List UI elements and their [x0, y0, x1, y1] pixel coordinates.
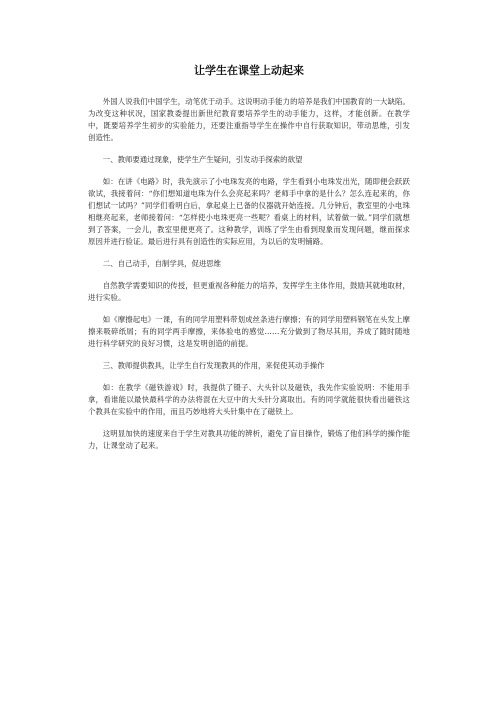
conclusion-paragraph: 这明显加快的速度来自于学生对教具功能的辨析，避免了盲目操作，锻炼了他们科学的操作能力，让课堂动了起来。 [88, 429, 410, 450]
section-1-paragraph: 如：在讲《电路》时，我先演示了小电珠发亮的电路，学生看到小电珠发出光，随即便会跃跃欲试，我接着问：“你们想知道电珠为什么会亮起来吗？老师手中拿的是什么？怎么连起来的，你们想试一试吗？”同学们看明白后，拿起桌上已备的仪器就开始连接。几分钟后，教室里的小电珠相继亮起来，老师接着问：“怎样使小电珠更亮一些呢？看桌上的材料，试着做一做。”同学们就想到了答案，一会儿，教室里便更亮了。这种教学，训练了学生由看到现象而发现问题，继而探求原因并进行验证。最后进行具有创造性的实际应用，为以后的发明铺路。 [88, 177, 410, 246]
section-heading-2: 二、自己动手，自制学具，促进思维 [102, 259, 222, 268]
section-heading-1: 一、教师要通过现象，使学生产生疑问，引发动手探索的欲望 [102, 155, 303, 164]
section-3-paragraph: 如：在教学《磁铁游戏》时，我提供了镊子、大头针以及磁铁，我先作实验说明：不能用手拿，看谁能以最快最科学的办法将混在大豆中的大头针分离取出。有的同学就能很快看出磁铁这个教具在实验中的作用，而且巧妙地将大头针集中在了磁铁上。 [88, 383, 410, 416]
document-title: 让学生在课堂上动起来 [194, 64, 304, 77]
section-2-paragraph-1: 自然教学需要知识的传授，但更重视各种能力的培养，发挥学生主体作用，鼓励其就地取材，进行实验。 [88, 281, 410, 302]
document-page [88, 64, 410, 462]
section-2-paragraph-2: 如《摩擦起电》一课，有的同学用塑料带划成丝条进行摩擦；有的同学用塑料钢笔在头发上摩擦来吸碎纸屑；有的同学两手摩擦，来体验电的感觉……充分做到了物尽其用，养成了随时随地进行科学研究的良好习惯，这是发明创造的前提。 [88, 315, 410, 348]
section-heading-3: 三、教师提供教具，让学生自行发现教具的作用，来促使其动手操作 [102, 361, 325, 370]
intro-paragraph: 外国人说我们中国学生，动笔优于动手。这说明动手能力的培养是我们中国教育的一大缺陷。为改变这种状况，国家教委提出新世纪教育要培养学生的动手能力，这样，才能创新。在教学中，既要培养学生初步的实验能力，还要注重指导学生在操作中自行获取知识，带动思维，引发创造性。 [88, 97, 410, 142]
